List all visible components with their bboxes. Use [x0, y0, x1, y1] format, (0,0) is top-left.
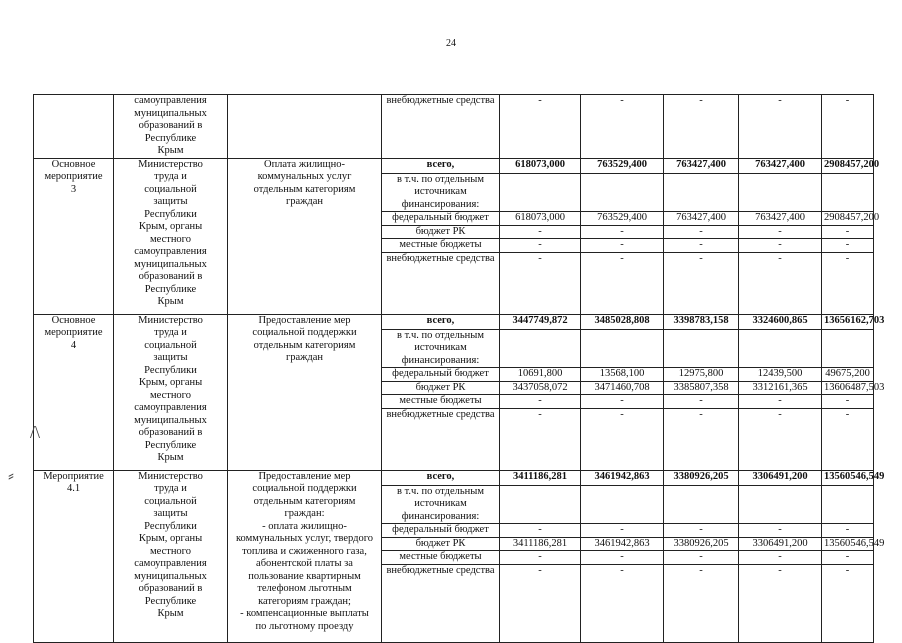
table-row — [34, 470, 874, 485]
amount-cell: 13656162,703 — [822, 314, 874, 329]
executor-line: местного — [150, 545, 191, 557]
executor-line: Крым — [157, 452, 184, 463]
amount-cell: - — [664, 239, 739, 253]
amount-cell: 3324600,865 — [739, 314, 822, 329]
executor-line: Крым — [157, 296, 184, 307]
executor-line: социальной — [144, 495, 197, 507]
amount-cell: - — [822, 395, 874, 409]
amount-cell: 3398783,158 — [664, 314, 739, 329]
amount-cell: 3411186,281 — [500, 537, 581, 551]
amount-cell: - — [581, 564, 664, 642]
executor-line: Республике — [144, 595, 197, 607]
executor-line: защиты — [153, 196, 188, 207]
amount-cell — [500, 485, 581, 524]
event-name-line: мероприятие — [44, 327, 103, 338]
amount-cell: - — [500, 239, 581, 253]
event-name-line: 3 — [70, 183, 77, 195]
amount-cell: - — [581, 252, 664, 314]
event-name-line: мероприятие — [44, 171, 103, 182]
amount-cell: 3447749,872 — [500, 314, 581, 329]
amount-cell: 13560546,549 — [822, 537, 874, 551]
executor-line: муниципальных — [134, 570, 207, 582]
amount-cell — [822, 173, 874, 212]
amount-cell: 3471460,708 — [581, 381, 664, 395]
executor-cell — [114, 95, 228, 159]
executor-line: самоуправления — [134, 246, 207, 257]
amount-cell: - — [664, 252, 739, 314]
executor-line: Крым, органы — [138, 533, 203, 544]
executor-line: Крым, органы — [138, 377, 203, 388]
amount-cell: 763427,400 — [664, 158, 739, 173]
event-name-line: Основное — [51, 158, 96, 170]
description-line: социальной поддержки — [252, 483, 357, 494]
funding-source-cell: в т.ч. по отдельным источникам финансирования: — [382, 173, 500, 212]
amount-cell: - — [581, 395, 664, 409]
amount-cell: - — [500, 395, 581, 409]
amount-cell: - — [822, 252, 874, 314]
executor-line: самоуправления — [134, 558, 207, 569]
amount-cell: 12975,800 — [664, 368, 739, 382]
amount-cell: 763427,400 — [739, 158, 822, 173]
executor-line: образований в — [138, 427, 203, 438]
amount-cell: - — [822, 239, 874, 253]
description-line: абонентской платы за — [256, 558, 353, 569]
amount-cell: - — [500, 524, 581, 538]
amount-cell: - — [739, 408, 822, 470]
event-name-cell — [34, 470, 114, 642]
amount-cell: 763427,400 — [739, 212, 822, 226]
description-line: категориям граждан; — [258, 595, 351, 607]
description-line: коммунальных услуг, твердого — [235, 533, 374, 544]
funding-source-cell: бюджет РК — [382, 381, 500, 395]
event-name-line: Основное — [51, 314, 96, 326]
amount-cell: - — [739, 395, 822, 409]
amount-cell: 3437058,072 — [500, 381, 581, 395]
amount-cell: - — [739, 225, 822, 239]
amount-cell: 10691,800 — [500, 368, 581, 382]
executor-line: Министерство — [138, 470, 203, 482]
amount-cell: - — [500, 564, 581, 642]
executor-line: муниципальных — [134, 107, 207, 119]
executor-line: Министерство — [138, 158, 203, 170]
amount-cell — [739, 329, 822, 368]
amount-cell: - — [581, 95, 664, 159]
funding-source-cell: внебюджетные средства — [382, 564, 500, 642]
amount-cell: - — [500, 95, 581, 159]
funding-source-cell: в т.ч. по отдельным источникам финансирования: — [382, 485, 500, 524]
executor-line: Республике — [144, 283, 197, 295]
amount-cell: - — [739, 564, 822, 642]
executor-line: Крым, органы — [138, 221, 203, 232]
description-line: топлива и сжиженного газа, — [242, 545, 367, 557]
amount-cell: 49675,200 — [822, 368, 874, 382]
funding-table — [33, 94, 885, 643]
executor-line: самоуправления — [134, 95, 207, 106]
amount-cell: - — [581, 551, 664, 565]
amount-cell: - — [739, 95, 822, 159]
amount-cell: - — [822, 408, 874, 470]
amount-cell — [664, 173, 739, 212]
description-cell — [228, 470, 382, 642]
event-name-line: 4.1 — [66, 483, 81, 494]
amount-cell: 763427,400 — [664, 212, 739, 226]
description-line: граждан: — [284, 508, 325, 519]
amount-cell: - — [739, 252, 822, 314]
executor-line: муниципальных — [134, 258, 207, 270]
funding-source-cell: внебюджетные средства — [382, 95, 500, 159]
amount-cell — [739, 173, 822, 212]
amount-cell: 2908457,200 — [822, 158, 874, 173]
executor-line: муниципальных — [134, 414, 207, 426]
amount-cell — [664, 485, 739, 524]
amount-cell — [581, 485, 664, 524]
amount-cell: 12439,500 — [739, 368, 822, 382]
description-line: - оплата жилищно- — [262, 520, 347, 532]
amount-cell: - — [500, 252, 581, 314]
executor-line: самоуправления — [134, 402, 207, 413]
funding-source-cell: в т.ч. по отдельным источникам финансирования: — [382, 329, 500, 368]
amount-cell — [822, 485, 874, 524]
amount-cell: - — [822, 225, 874, 239]
description-line: Предоставление мер — [258, 314, 351, 326]
amount-cell: 763529,400 — [581, 158, 664, 173]
executor-cell — [114, 314, 228, 470]
amount-cell: - — [664, 524, 739, 538]
event-name-cell — [34, 158, 114, 314]
amount-cell: - — [822, 524, 874, 538]
event-name-line: 4 — [70, 339, 77, 351]
amount-cell: - — [664, 551, 739, 565]
description-line: Предоставление мер — [258, 470, 351, 482]
amount-cell: 3385807,358 — [664, 381, 739, 395]
description-cell — [228, 314, 382, 470]
executor-line: труда и — [154, 171, 187, 182]
executor-line: Крым — [157, 608, 184, 619]
executor-line: защиты — [153, 508, 188, 519]
event-name-line: Мероприятие — [43, 470, 104, 482]
amount-cell: - — [822, 564, 874, 642]
executor-line: Республике — [144, 439, 197, 451]
funding-source-cell: бюджет РК — [382, 225, 500, 239]
description-cell — [228, 95, 382, 159]
amount-cell: 13560546,549 — [822, 470, 874, 485]
amount-cell: - — [739, 551, 822, 565]
executor-line: образований в — [138, 583, 203, 594]
event-name-cell — [34, 95, 114, 159]
funding-source-cell: местные бюджеты — [382, 551, 500, 565]
amount-cell: - — [739, 239, 822, 253]
executor-cell — [114, 470, 228, 642]
amount-cell: - — [664, 408, 739, 470]
funding-source-cell: местные бюджеты — [382, 395, 500, 409]
executor-line: Республике — [144, 132, 197, 144]
amount-cell: 3306491,200 — [739, 537, 822, 551]
table-row — [34, 314, 874, 329]
funding-source-cell: федеральный бюджет — [382, 212, 500, 226]
amount-cell: - — [500, 408, 581, 470]
executor-line: местного — [150, 389, 191, 401]
description-line: отдельным категориям — [253, 183, 356, 195]
amount-cell: 13568,100 — [581, 368, 664, 382]
description-line: коммунальных услуг — [257, 171, 352, 182]
amount-cell — [664, 329, 739, 368]
amount-cell: - — [581, 225, 664, 239]
amount-cell: - — [500, 551, 581, 565]
executor-line: Министерство — [138, 314, 203, 326]
executor-line: социальной — [144, 183, 197, 195]
executor-cell — [114, 158, 228, 314]
page-number: 24 — [446, 38, 456, 49]
amount-cell: 3411186,281 — [500, 470, 581, 485]
amount-cell: 763529,400 — [581, 212, 664, 226]
amount-cell — [581, 173, 664, 212]
executor-line: Крым — [157, 145, 184, 156]
table-row — [34, 95, 874, 159]
description-cell — [228, 158, 382, 314]
executor-line: труда и — [154, 483, 187, 494]
pen-mark: ⸗ — [8, 465, 14, 485]
description-line: телефоном льготным — [257, 583, 352, 594]
description-line: граждан — [285, 196, 324, 207]
executor-line: Республики — [144, 208, 197, 220]
description-line: - компенсационные выплаты — [240, 608, 369, 619]
funding-source-cell: федеральный бюджет — [382, 368, 500, 382]
description-line: отдельным категориям — [253, 339, 356, 351]
executor-line: социальной — [144, 339, 197, 351]
description-line: пользование квартирным — [248, 570, 361, 582]
amount-cell: - — [664, 564, 739, 642]
amount-cell: 3485028,808 — [581, 314, 664, 329]
funding-source-cell: бюджет РК — [382, 537, 500, 551]
funding-table-body — [34, 95, 885, 643]
amount-cell — [822, 329, 874, 368]
event-name-cell — [34, 314, 114, 470]
executor-line: местного — [150, 233, 191, 245]
amount-cell: 13606487,503 — [822, 381, 874, 395]
amount-cell: 3306491,200 — [739, 470, 822, 485]
amount-cell: - — [664, 95, 739, 159]
pen-mark: /\ — [30, 422, 41, 442]
amount-cell: 2908457,200 — [822, 212, 874, 226]
amount-cell: - — [822, 551, 874, 565]
amount-cell: 3312161,365 — [739, 381, 822, 395]
amount-cell: - — [500, 225, 581, 239]
description-line: граждан — [285, 352, 324, 363]
executor-line: образований в — [138, 120, 203, 131]
amount-cell: 618073,000 — [500, 158, 581, 173]
executor-line: Республики — [144, 364, 197, 376]
amount-cell: - — [822, 95, 874, 159]
amount-cell: 3380926,205 — [664, 470, 739, 485]
amount-cell: - — [664, 225, 739, 239]
amount-cell: 618073,000 — [500, 212, 581, 226]
description-line: отдельным категориям — [253, 495, 356, 507]
funding-source-cell: всего, — [382, 158, 500, 173]
amount-cell: - — [664, 395, 739, 409]
amount-cell: 3461942,863 — [581, 470, 664, 485]
funding-source-cell: всего, — [382, 314, 500, 329]
executor-line: труда и — [154, 327, 187, 338]
funding-source-cell: внебюджетные средства — [382, 408, 500, 470]
amount-cell: 3380926,205 — [664, 537, 739, 551]
amount-cell — [739, 485, 822, 524]
amount-cell: - — [739, 524, 822, 538]
table-row — [34, 158, 874, 173]
amount-cell — [581, 329, 664, 368]
description-line: социальной поддержки — [252, 327, 357, 338]
amount-cell — [500, 329, 581, 368]
amount-cell: - — [581, 524, 664, 538]
executor-line: образований в — [138, 271, 203, 282]
amount-cell: - — [581, 408, 664, 470]
description-line: Оплата жилищно- — [263, 158, 346, 170]
amount-cell: 3461942,863 — [581, 537, 664, 551]
description-line: по льготному проезду — [255, 620, 354, 632]
funding-source-cell: всего, — [382, 470, 500, 485]
funding-source-cell: внебюджетные средства — [382, 252, 500, 314]
funding-source-cell: местные бюджеты — [382, 239, 500, 253]
executor-line: Республики — [144, 520, 197, 532]
funding-source-cell: федеральный бюджет — [382, 524, 500, 538]
executor-line: защиты — [153, 352, 188, 363]
amount-cell: - — [581, 239, 664, 253]
amount-cell — [500, 173, 581, 212]
